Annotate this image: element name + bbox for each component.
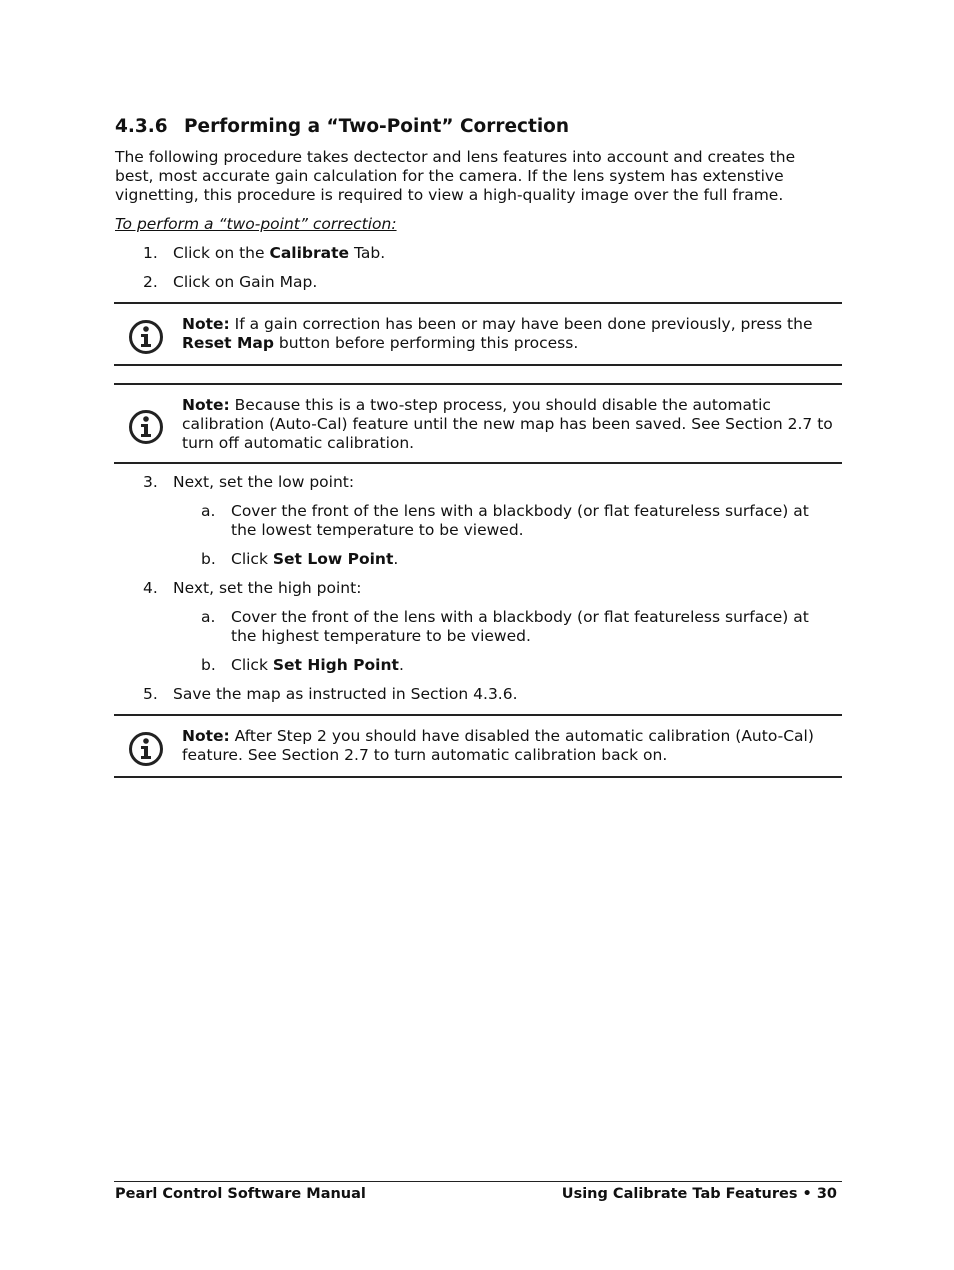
note-box-reset-map — [114, 302, 842, 366]
step-5 — [143, 685, 833, 704]
note-body: After Step 2 you should have disabled the automatic calibration (Auto-Cal) feature. See Section 2.7 to turn automatic calibration back on. — [182, 727, 814, 764]
calibrate-tab-label: Calibrate — [269, 244, 350, 262]
step-4 — [143, 579, 833, 598]
note-label: Note: — [182, 727, 230, 745]
section-title: Performing a “Two-Point” Correction — [184, 116, 570, 137]
procedure-title: To perform a “two-point” correction: — [115, 215, 397, 233]
footer-manual-title: Pearl Control Software Manual — [115, 1186, 366, 1202]
step-text: Tab. — [349, 244, 386, 262]
step-text: Save the map as instructed in Section 4.3.6. — [173, 685, 518, 703]
note-label: Note: — [182, 396, 230, 414]
step-text: Next, set the high point: — [173, 579, 362, 597]
footer-chapter-page: Using Calibrate Tab Features • 30 — [561, 1186, 837, 1202]
step-text: Click — [231, 550, 273, 568]
intro-paragraph: The following procedure takes dectector and lens features into account and creates the best, most accurate gain calculation for the camera. If the lens system has extenstive vignetting, this procedure is required to view a high-quality image over the full frame. — [115, 148, 796, 204]
step-text: Cover the front of the lens with a blackbody (or flat featureless surface) at the highest temperature to be viewed. — [231, 608, 809, 645]
note-box-auto-cal — [114, 383, 842, 464]
set-low-point-label: Set Low Point — [272, 550, 394, 568]
step-text: . — [398, 656, 404, 674]
note-label: Note: — [182, 315, 230, 333]
footer-rule — [114, 1181, 842, 1182]
step-letter: a. — [201, 608, 216, 626]
step-3b — [201, 550, 831, 569]
section-heading — [115, 115, 569, 139]
step-letter: a. — [201, 502, 216, 520]
step-1 — [143, 244, 833, 263]
note-body: If a gain correction has been or may have been done previously, press the — [229, 315, 813, 333]
step-number: 4. — [143, 579, 158, 597]
step-text: Next, set the low point: — [173, 473, 355, 491]
step-text: Click on the — [173, 244, 270, 262]
info-icon — [128, 319, 164, 360]
step-text: Click — [231, 656, 273, 674]
note-text — [182, 396, 836, 453]
step-text: Cover the front of the lens with a blackbody (or flat featureless surface) at the lowest temperature to be viewed. — [231, 502, 809, 539]
step-4b — [201, 656, 831, 675]
note-text — [182, 315, 836, 353]
note-text — [182, 727, 836, 765]
step-3 — [143, 473, 833, 492]
step-4a — [201, 608, 831, 646]
note-box-auto-cal-back-on — [114, 714, 842, 778]
step-letter: b. — [201, 550, 216, 568]
step-number: 5. — [143, 685, 158, 703]
step-number: 1. — [143, 244, 158, 262]
set-high-point-label: Set High Point — [272, 656, 399, 674]
note-body: Because this is a two-step process, you should disable the automatic calibration (Auto-Cal) feature until the new map has been saved. See Section 2.7 to turn off automatic calibration. — [182, 396, 833, 452]
note-body: button before performing this process. — [273, 334, 579, 352]
section-number: 4.3.6 — [115, 116, 168, 137]
info-icon — [128, 409, 164, 450]
step-text: Click on Gain Map. — [173, 273, 318, 291]
info-icon — [128, 731, 164, 772]
step-number: 3. — [143, 473, 158, 491]
step-letter: b. — [201, 656, 216, 674]
step-number: 2. — [143, 273, 158, 291]
step-2 — [143, 273, 833, 292]
step-3a — [201, 502, 831, 540]
reset-map-label: Reset Map — [182, 334, 274, 352]
step-text: . — [393, 550, 399, 568]
